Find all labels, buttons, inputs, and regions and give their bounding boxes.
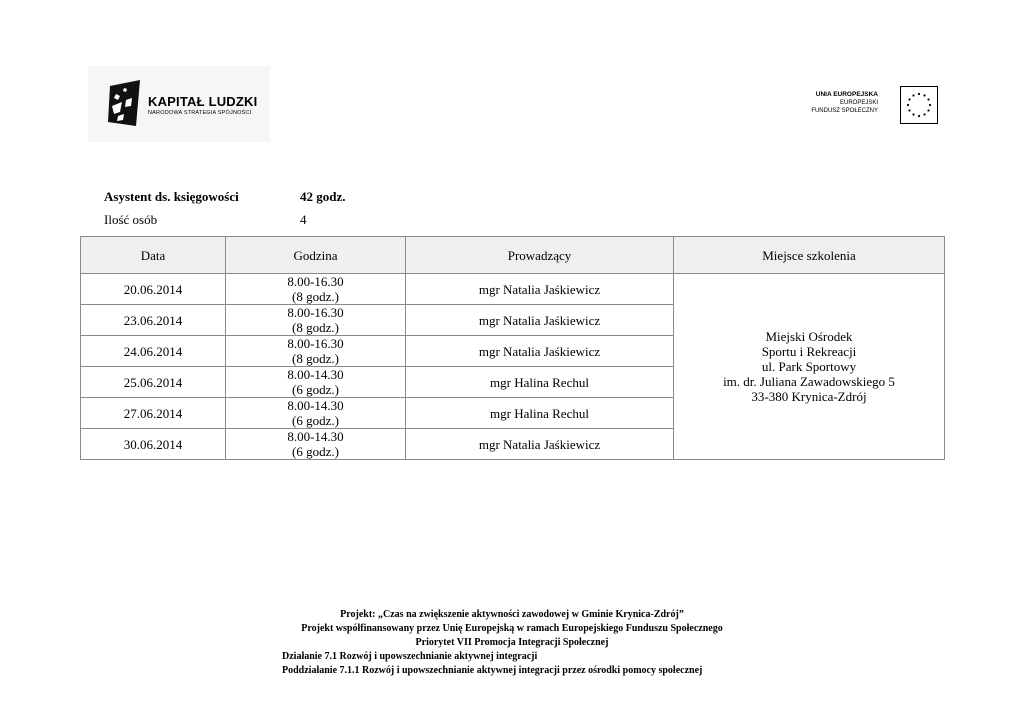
place-line: Miejski Ośrodek bbox=[765, 329, 853, 344]
cell-time bbox=[226, 274, 406, 305]
cell-time bbox=[226, 429, 406, 460]
cell-time bbox=[226, 336, 406, 367]
cell-trainer: mgr Natalia Jaśkiewicz bbox=[406, 305, 674, 336]
eu-logo bbox=[800, 84, 942, 126]
footer-action: Działanie 7.1 Rozwój i upowszechnianie aktywnej integracji bbox=[282, 651, 538, 662]
time-hours: (8 godz.) bbox=[292, 351, 339, 366]
cell-date: 20.06.2014 bbox=[81, 274, 226, 305]
time-range: 8.00-16.30 bbox=[287, 305, 344, 320]
table-header-row bbox=[81, 237, 945, 274]
cell-date: 30.06.2014 bbox=[81, 429, 226, 460]
eu-flag-icon bbox=[900, 86, 938, 124]
time-hours: (6 godz.) bbox=[292, 444, 339, 459]
cell-trainer: mgr Halina Rechul bbox=[406, 398, 674, 429]
cell-date: 24.06.2014 bbox=[81, 336, 226, 367]
cell-date: 25.06.2014 bbox=[81, 367, 226, 398]
time-range: 8.00-16.30 bbox=[287, 336, 344, 351]
cell-time bbox=[226, 305, 406, 336]
table-row bbox=[81, 274, 945, 305]
course-hours-value: 42 godz. bbox=[300, 189, 346, 204]
eu-logo-line2: EUROPEJSKI bbox=[839, 100, 878, 106]
time-hours: (8 godz.) bbox=[292, 320, 339, 335]
schedule-table bbox=[80, 236, 945, 460]
cell-date: 23.06.2014 bbox=[81, 305, 226, 336]
cell-trainer: mgr Halina Rechul bbox=[406, 367, 674, 398]
cell-place bbox=[674, 274, 945, 460]
cell-time bbox=[226, 367, 406, 398]
kapital-ludzki-logo bbox=[88, 66, 270, 142]
time-range: 8.00-14.30 bbox=[287, 367, 344, 382]
project-footer bbox=[0, 608, 1024, 678]
place-line: Sportu i Rekreacji bbox=[761, 344, 857, 359]
eu-logo-line3: FUNDUSZ SPOŁECZNY bbox=[811, 108, 878, 114]
time-hours: (8 godz.) bbox=[292, 289, 339, 304]
place-line: ul. Park Sportowy bbox=[761, 359, 857, 374]
kapital-ludzki-emblem-icon bbox=[106, 80, 144, 126]
kapital-ludzki-subtitle: NARODOWA STRATEGIA SPÓJNOŚCI bbox=[148, 110, 252, 116]
time-range: 8.00-14.30 bbox=[287, 429, 344, 444]
time-hours: (6 godz.) bbox=[292, 382, 339, 397]
participants-label: Ilość osób bbox=[104, 212, 158, 227]
cell-trainer: mgr Natalia Jaśkiewicz bbox=[406, 336, 674, 367]
footer-cofinancing: Projekt współfinansowany przez Unię Europejską w ramach Europejskiego Funduszu Społecznego bbox=[301, 623, 723, 634]
eu-logo-text bbox=[811, 91, 878, 115]
header-date: Data bbox=[81, 237, 226, 274]
place-line: im. dr. Juliana Zawadowskiego 5 bbox=[723, 374, 895, 389]
time-range: 8.00-16.30 bbox=[287, 274, 344, 289]
participants-value: 4 bbox=[300, 212, 307, 227]
place-line: 33-380 Krynica-Zdrój bbox=[751, 389, 867, 404]
course-name-label: Asystent ds. księgowości bbox=[104, 189, 239, 204]
time-hours: (6 godz.) bbox=[292, 413, 339, 428]
footer-subaction: Poddziałanie 7.1.1 Rozwój i upowszechnianie aktywnej integracji przez ośrodki pomocy społecznej bbox=[282, 665, 703, 676]
kapital-ludzki-title: KAPITAŁ LUDZKI bbox=[148, 94, 258, 109]
header-trainer: Prowadzący bbox=[406, 237, 674, 274]
time-range: 8.00-14.30 bbox=[287, 398, 344, 413]
header-place: Miejsce szkolenia bbox=[674, 237, 945, 274]
cell-trainer: mgr Natalia Jaśkiewicz bbox=[406, 274, 674, 305]
cell-date: 27.06.2014 bbox=[81, 398, 226, 429]
header-time: Godzina bbox=[226, 237, 406, 274]
eu-logo-line1: UNIA EUROPEJSKA bbox=[815, 91, 878, 98]
cell-time bbox=[226, 398, 406, 429]
cell-trainer: mgr Natalia Jaśkiewicz bbox=[406, 429, 674, 460]
footer-priority: Priorytet VII Promocja Integracji Społecznej bbox=[415, 637, 609, 648]
footer-project-title: Projekt: „Czas na zwiększenie aktywności zawodowej w Gminie Krynica-Zdrój” bbox=[340, 609, 684, 620]
